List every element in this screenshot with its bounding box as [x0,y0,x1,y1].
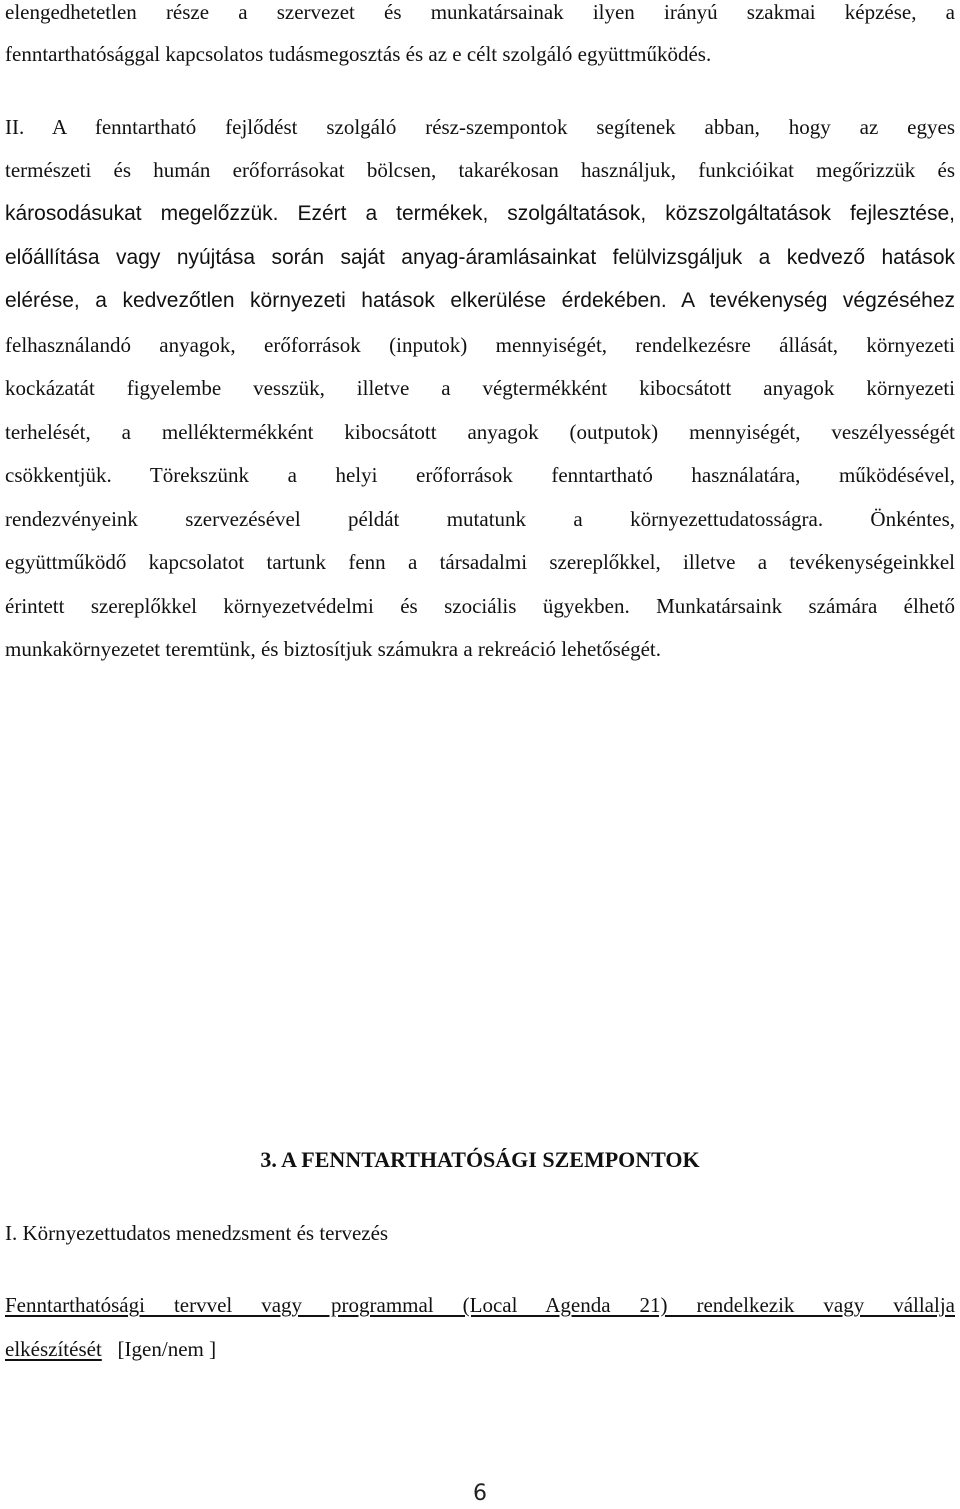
paragraph-2-line-12: érintett szereplőkkel környezetvédelmi és szociális ügyekben. Munkatársaink számára élhető [5,594,955,618]
question-line-2 [5,1337,955,1361]
page-number: 6 [473,1481,487,1506]
question-line-1: Fenntarthatósági tervvel vagy programmal (Local Agenda 21) rendelkezik vagy vállalja [5,1293,955,1317]
question-underlined-word: elkészítését [5,1337,102,1361]
paragraph-2-line-7: kockázatát figyelembe vesszük, illetve a végtermékként kibocsátott anyagok környezeti [5,376,955,400]
paragraph-2-line-10: rendezvényeink szervezésével példát mutatunk a környezettudatosságra. Önkéntes, [5,507,955,531]
paragraph-2-line-3: károsodásukat megelőzzük. Ezért a termékek, szolgáltatások, közszolgáltatások fejlesztése, [5,202,955,225]
section-heading: 3. A FENNTARTHATÓSÁGI SZEMPONTOK [260,1147,700,1172]
paragraph-2-line-5: elérése, a kedvezőtlen környezeti hatások elkerülése érdekében. A tevékenység végzéséhez [5,289,955,312]
paragraph-2-line-6: felhasználandó anyagok, erőforrások (inputok) mennyiségét, rendelkezésre állását, környezeti [5,333,955,357]
question-spacer [102,1337,118,1361]
paragraph-2-line-11: együttműködő kapcsolatot tartunk fenn a társadalmi szereplőkkel, illetve a tevékenységeinkkel [5,550,955,574]
paragraph-2-line-8: terhelését, a melléktermékként kibocsátott anyagok (outputok) mennyiségét, veszélyességét [5,420,955,444]
paragraph-1-line-2: fenntarthatósággal kapcsolatos tudásmegosztás és az e célt szolgáló együttműködés. [5,42,712,66]
paragraph-2-line-4: előállítása vagy nyújtása során saját anyag-áramlásainkat felülvizsgáljuk a kedvező hatások [5,246,955,269]
paragraph-2-line-2: természeti és humán erőforrásokat bölcsen, takarékosan használjuk, funkcióikat megőrizzük és [5,158,955,182]
paragraph-2-line-9: csökkentjük. Törekszünk a helyi erőforrások fenntartható használatára, működésével, [5,463,955,487]
subheading: I. Környezettudatos menedzsment és tervezés [5,1221,389,1245]
paragraph-1-line-1: elengedhetetlen része a szervezet és munkatársainak ilyen irányú szakmai képzése, a [5,0,955,24]
answer-options: [Igen/nem ] [117,1337,217,1361]
paragraph-2-line-1: II. A fenntartható fejlődést szolgáló rész-szempontok segítenek abban, hogy az egyes [5,115,955,139]
paragraph-2-line-13: munkakörnyezetet teremtünk, és biztosítjuk számukra a rekreáció lehetőségét. [5,637,661,661]
